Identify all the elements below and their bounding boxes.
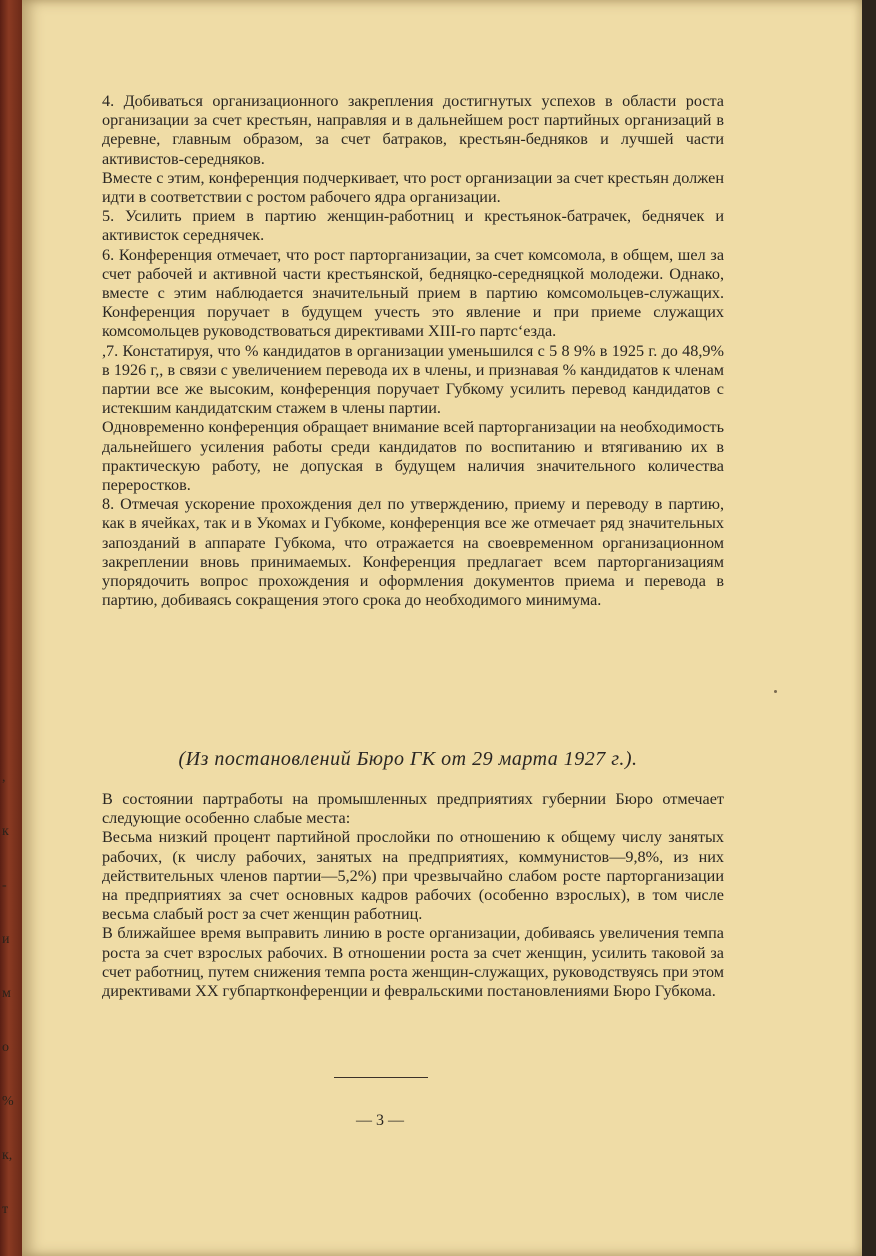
paragraph: В ближайшее время выправить линию в росте организации, добиваясь увеличения темпа роста за счет взрослых рабочих. В отношении роста за счет женщин, усилить таковой за счет работниц, путем снижения темпа роста женщин-служащих, руководствуясь при этом директивами XX губпартконференции и февральскими постановлениями Бюро Губкома. [102, 924, 724, 1001]
section-divider [334, 1077, 428, 1078]
edge-mark: т [2, 1202, 9, 1217]
resolution-text-top [102, 92, 724, 610]
edge-mark: - [2, 878, 7, 893]
adjacent-page-edge-text [2, 770, 16, 1256]
paragraph-item-4: 4. Добиваться организационного закрепления достигнутых успехов в области роста организации за счет крестьян, направляя и в дальнейшем рост партийных организаций в деревне, главным образом, за счет батраков, крестьян-бедняков и лучшей части активистов-середняков. [102, 92, 724, 168]
page-number: — 3 — [356, 1112, 404, 1129]
edge-mark: о [2, 1040, 9, 1055]
paper-speck [774, 690, 777, 693]
edge-mark: к [2, 824, 9, 839]
edge-mark: к, [2, 1148, 13, 1163]
edge-mark: м [2, 986, 11, 1001]
paragraph: Весьма низкий процент партийной прослойки по отношению к общему числу занятых рабочих, (к числу рабочих, занятых на предприятиях, коммунистов—9,8%, из них действительных членов партии—5,2%) при чрезвычайно слабом росте парторганизации на предприятиях за счет основных кадров рабочих (особенно взрослых), в том числе весьма слабый рост за счет женщин работниц. [102, 828, 724, 924]
section-heading: (Из постановлений Бюро ГК от 29 марта 1927 г.). [178, 748, 638, 770]
resolution-text-bottom [102, 790, 724, 1001]
paragraph-note: Одновременно конференция обращает внимание всей парторганизации на необходимость дальнейшего усиления работы среди кандидатов по воспитанию и втягиванию их в практическую работу, не допуская в будущем наличия значительного количества переростков. [102, 418, 724, 495]
paragraph-item-8: 8. Отмечая ускорение прохождения дел по утверждению, приему и переводу в партию, как в ячейках, так и в Укомах и Губкоме, конференция все же отмечает ряд значительных запозданий в аппарате Губкома, что отражается на своевременном организационном закреплении вновь принимаемых. Конференция предлагает всем парторганизациям упорядочить вопрос прохождения и оформления документов приема и перевода в партию, добиваясь сокращения этого срока до необходимого минимума. [102, 495, 724, 610]
paragraph-item-7: ,7. Констатируя, что % кандидатов в организации уменьшился с 5 8 9% в 1925 г. до 48,9% в 1926 г,, в связи с увеличением перевода их в члены, и признавая % кандидатов к членам партии все же высоким, конференция поручает Губкому усилить перевод кандидатов с истекшим кандидатским стажем в члены партии. [102, 341, 724, 418]
edge-mark: , [2, 770, 6, 785]
edge-mark: % [2, 1094, 14, 1109]
paragraph: В состоянии партработы на промышленных предприятиях губернии Бюро отмечает следующие особенно слабые места: [102, 790, 724, 828]
paragraph-item-6: 6. Конференция отмечает, что рост парторганизации, за счет комсомола, в общем, шел за счет рабочей и активной части крестьянской, бедняцко-середняцкой молодежи. Однако, вместе с этим наблюдается значительный прием в партию комсомольцев-служащих. Конференция поручает в будущем учесть это явление и при приеме служащих комсомольцев руководствоваться директивами XIII-го партс‘езда. [102, 245, 724, 341]
paragraph-item-5: 5. Усилить прием в партию женщин-работниц и крестьянок-батрачек, беднячек и активисток середнячек. [102, 207, 724, 245]
edge-mark: и [2, 932, 10, 947]
paragraph-note: Вместе с этим, конференция подчеркивает, что рост организации за счет крестьян должен идти в соответствии с ростом рабочего ядра организации. [102, 168, 724, 207]
